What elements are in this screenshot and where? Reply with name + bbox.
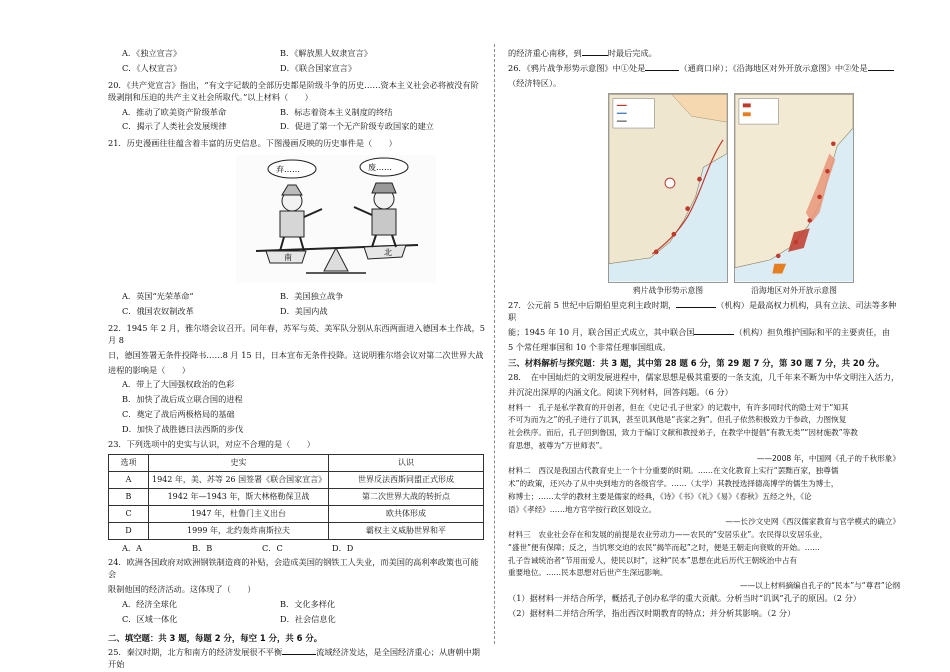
q22-stem-line-2: 日，德国签署无条件投降书……8 月 15 日，日本宣布无条件投降。这说明雅尔塔会议对第二次世界大战 xyxy=(108,349,484,360)
opium-war-map xyxy=(608,93,728,283)
q19-option-d[interactable]: D．《联合国家宣言》 xyxy=(280,62,357,73)
q23-options xyxy=(108,543,486,555)
table-cell: C xyxy=(109,505,149,522)
q25-text-a: 25．秦汉时期，北方和南方的经济发展很不平衡 xyxy=(108,647,283,658)
q21-options xyxy=(108,291,486,321)
cartoon-label-south: 南 xyxy=(284,253,292,263)
q26-stem xyxy=(508,63,900,75)
q20-option-a[interactable]: A．推动了欧美资产阶级革命 xyxy=(122,106,227,117)
q19-options xyxy=(108,48,486,78)
q21-option-c[interactable]: C．俄国农奴制改革 xyxy=(122,306,194,317)
q24-stem-line-2: 限制他国的经济活动。这体现了（ ） xyxy=(108,584,256,595)
q23-stem: 23．下列选项中的史实与认识，对应不合理的是（ ） xyxy=(108,439,315,450)
material-3-line: 材料三 农业社会存在和发展的前提是农业劳动力——农民的“安居乐业”。农民得以安居乐业， xyxy=(508,530,828,540)
material-2-line: 语》《孝经》……地方官学按行政区划设立。 xyxy=(508,504,657,514)
q26-stem-end: （经济特区）。 xyxy=(508,77,562,88)
q20-options xyxy=(108,107,486,137)
q23-table xyxy=(108,454,484,540)
q28-sub-2: （2）据材料二并结合所学，指出西汉时期教育的特点；并分析其影响。（2 分） xyxy=(508,607,796,618)
q22-options xyxy=(108,379,486,436)
q25-blank-2[interactable] xyxy=(582,48,608,56)
material-3-line: 重要地位。……民本思想对后世产生深远影响。 xyxy=(508,568,668,578)
q24-option-c[interactable]: C．区域一体化 xyxy=(122,613,178,624)
q24-option-a[interactable]: A．经济全球化 xyxy=(122,599,178,610)
q22-option-d[interactable]: D．加快了战胜德日法西斯的步伐 xyxy=(122,424,244,435)
table-cell: 欧共体形成 xyxy=(329,505,484,522)
cartoon-bubble-left: 弃…… xyxy=(276,165,300,175)
q24-option-b[interactable]: B．文化多样化 xyxy=(280,599,336,610)
q27-stem-line-1 xyxy=(508,300,900,324)
table-cell: A xyxy=(109,471,149,488)
q28-sub-1: （1）据材料一并结合所学，概括孔子创办私学的重大贡献。分析当时“讥讽”孔子的原因。（2 分） xyxy=(508,592,861,603)
q22-stem-line-1: 22．1945 年 2 月，雅尔塔会议召开。同年春，苏军与英、美军队分别从东西两面进入德国本土作战，5 月 8 xyxy=(108,322,485,345)
table-cell: 霸权主义威胁世界和平 xyxy=(329,522,484,539)
q20-stem: 20．《共产党宣言》指出，“有文字记载的全部历史都是阶级斗争的历史……资本主义社会必将被没有阶级剥削和压迫的共产主义社会所取代。”以上材料（ ） xyxy=(108,79,479,102)
table-row xyxy=(109,522,484,539)
q21-option-d[interactable]: D．美国内战 xyxy=(280,306,328,317)
q27-stem-line-2 xyxy=(508,327,900,339)
table-row xyxy=(109,488,484,505)
q26-maps xyxy=(608,93,900,283)
column-divider xyxy=(494,44,495,644)
q22-option-a[interactable]: A．带上了大国强权政治的色彩 xyxy=(122,379,235,390)
table-header: 认识 xyxy=(329,454,484,471)
q28-stem-line-2: 并沉淀出深厚的内涵文化。阅读下列材料，回答问题。（6 分） xyxy=(508,386,733,397)
table-header: 史实 xyxy=(149,454,329,471)
table-cell: 1942 年，美、苏等 26 国签署《联合国家宣言》 xyxy=(149,471,329,488)
q23-option-c[interactable]: C．C xyxy=(262,542,283,553)
q26-text-a: 26．《鸦片战争形势示意图》中①处是 xyxy=(508,62,646,73)
material-3-source: ——以上材料摘编自孔子的“民本”与“尊君”论纲 xyxy=(739,581,900,591)
cartoon-label-north: 北 xyxy=(384,248,392,258)
q26-blank-2[interactable] xyxy=(868,63,894,71)
section-3-heading: 三、材料解析与探究题：共 3 题，其中第 28 题 6 分，第 29 题 7 分，第 30 题 7 分，共 20 分。 xyxy=(508,357,885,368)
q27-blank-1[interactable] xyxy=(676,300,716,308)
q24-option-d[interactable]: D．社会信息化 xyxy=(280,613,336,624)
material-2-line: 称博士；……太学的教材主要是儒家的经典，《诗》《书》《礼》《易》《春秋》五经之外，《论 xyxy=(508,491,812,501)
coastal-opening-map xyxy=(734,93,854,283)
q21-stem: 21．历史漫画往往蕴含着丰富的历史信息。下图漫画反映的历史事件是（ ） xyxy=(108,138,397,149)
q27-text-a: 27．公元前 5 世纪中后期伯里克利主政时期， xyxy=(508,299,677,310)
material-3-line: 孔子告诫统治者“节用而爱人，使民以时”，这种“民本”思想在此后历代王朝统治中占有 xyxy=(508,555,798,565)
table-cell: 第二次世界大战的转折点 xyxy=(329,488,484,505)
material-3-line: “盛世”便有保障；反之，当饥寒交迫的农民“揭竿而起”之时，便是王朝走向衰败的开始。…… xyxy=(508,542,820,552)
table-cell: 世界反法西斯同盟正式形成 xyxy=(329,471,484,488)
table-header-row xyxy=(109,454,484,471)
q20-option-b[interactable]: B．标志着资本主义制度的终结 xyxy=(280,106,393,117)
q25-stem xyxy=(108,647,486,671)
q24-options xyxy=(108,599,486,629)
q19-option-a[interactable]: A．《独立宣言》 xyxy=(122,48,182,58)
table-cell: D xyxy=(109,522,149,539)
q26-blank-1[interactable] xyxy=(645,63,679,71)
table-cell: 1999 年，北约轰炸南斯拉夫 xyxy=(149,522,329,539)
q22-option-b[interactable]: B．加快了战后成立联合国的进程 xyxy=(122,394,243,405)
q23-option-a[interactable]: A．A xyxy=(122,542,143,553)
q25-continued xyxy=(508,48,900,60)
q28-materials xyxy=(508,402,900,592)
q27-text-c: 能；1945 年 10 月，联合国正式成立，其中联合国 xyxy=(508,326,695,337)
map-caption-coastal: 沿海地区对外开放示意图 xyxy=(751,285,837,295)
left-column xyxy=(108,48,486,672)
q23-option-b[interactable]: B．B xyxy=(192,542,213,553)
q23-option-d[interactable]: D．D xyxy=(332,542,354,553)
q25-text-b: 流域经济发达，是全国经济重心；从唐朝中期开始 xyxy=(108,647,480,669)
map-captions xyxy=(608,285,900,296)
material-2-source: ——长沙文史网《西汉儒家教育与官学模式的确立》 xyxy=(725,517,900,527)
section-2-heading: 二、填空题：共 3 题，每题 2 分，每空 1 分，共 6 分。 xyxy=(108,632,323,643)
table-cell: 1947 年，杜鲁门主义出台 xyxy=(149,505,329,522)
table-cell: 1942 年—1943 年，斯大林格勒保卫战 xyxy=(149,488,329,505)
q25-blank-1[interactable] xyxy=(282,647,316,655)
civil-war-cartoon xyxy=(236,155,436,283)
material-1-line: 不可为而为之”的孔子进行了讥讽，甚至讥讽他是“丧家之狗”。但孔子依然积极致力于参政，力图恢复 xyxy=(508,415,847,425)
material-2-line: 术”的政策，还兴办了从中央到地方的各级官学。……（太学）其教授选择德高博学的儒生为博士， xyxy=(508,479,839,489)
right-column xyxy=(508,48,900,623)
cartoon-bubble-right: 废…… xyxy=(368,163,392,173)
q27-text-d: （机构）担负维护国际和平的主要责任，由 xyxy=(734,326,891,337)
q25-text-c1: 的经济重心南移，到 xyxy=(508,48,582,58)
material-1-line: 育思想，被尊为“万世师表”。 xyxy=(508,440,607,450)
q26-text-b: （通商口岸）；《沿海地区对外开放示意图》中②处是 xyxy=(679,62,868,73)
material-1-line: 材料一 孔子是私学教育的开创者，但在《史记·孔子世家》的记载中，有许多同时代的隐士对于“知其 xyxy=(508,402,849,412)
q27-blank-2[interactable] xyxy=(694,327,734,335)
material-2-line: 材料二 西汉是我国古代教育史上一个十分重要的时期。……在文化教育上实行“罢黜百家，独尊儒 xyxy=(508,466,839,476)
material-1-source: ——2008 年，中国网《孔子的千秋形象》 xyxy=(756,453,900,463)
q24-stem-line-1: 24．欧洲各国政府对欧洲钢铁制造商的补贴，会造成美国的钢铁工人失业，而美国的高利率政策也可能会 xyxy=(108,557,479,580)
q22-stem-line-3: 进程的影响是（ ） xyxy=(108,364,190,375)
table-row xyxy=(109,471,484,488)
q21-option-b[interactable]: B．美国独立战争 xyxy=(280,291,344,302)
material-1-line: 社会秩序。而后，孔子回到鲁国，致力于编订文献和教授弟子，在教学中提倡“有教无类”“因材施教”等教 xyxy=(508,428,858,438)
table-cell: B xyxy=(109,488,149,505)
q19-option-c[interactable]: C．《人权宣言》 xyxy=(122,62,182,73)
q19-option-b[interactable]: B．《解放黑人奴隶宣言》 xyxy=(280,48,372,58)
q27-text-b: （机构）是最高权力机构，具有立法、司法等多种职 xyxy=(508,299,897,322)
q22-option-c[interactable]: C．奠定了战后两极格局的基础 xyxy=(122,409,235,420)
q20-option-d[interactable]: D．促进了第一个无产阶级专政国家的建立 xyxy=(280,121,434,132)
q20-option-c[interactable]: C．揭示了人类社会发展规律 xyxy=(122,121,227,132)
map-caption-opium-war: 鸦片战争形势示意图 xyxy=(632,285,704,295)
q21-option-a[interactable]: A．英国“光荣革命” xyxy=(122,291,194,302)
q27-stem-line-3: 5 个常任理事国和 10 个非常任理事国组成。 xyxy=(508,341,671,352)
table-header: 选项 xyxy=(109,454,149,471)
table-row xyxy=(109,505,484,522)
q28-stem-line-1: 28． 在中国灿烂的文明发展进程中，儒家思想是极其重要的一条支流，几千年来不断为中华文明注入活力， xyxy=(508,371,900,382)
q25-text-c2: 时最后完成。 xyxy=(607,48,657,58)
